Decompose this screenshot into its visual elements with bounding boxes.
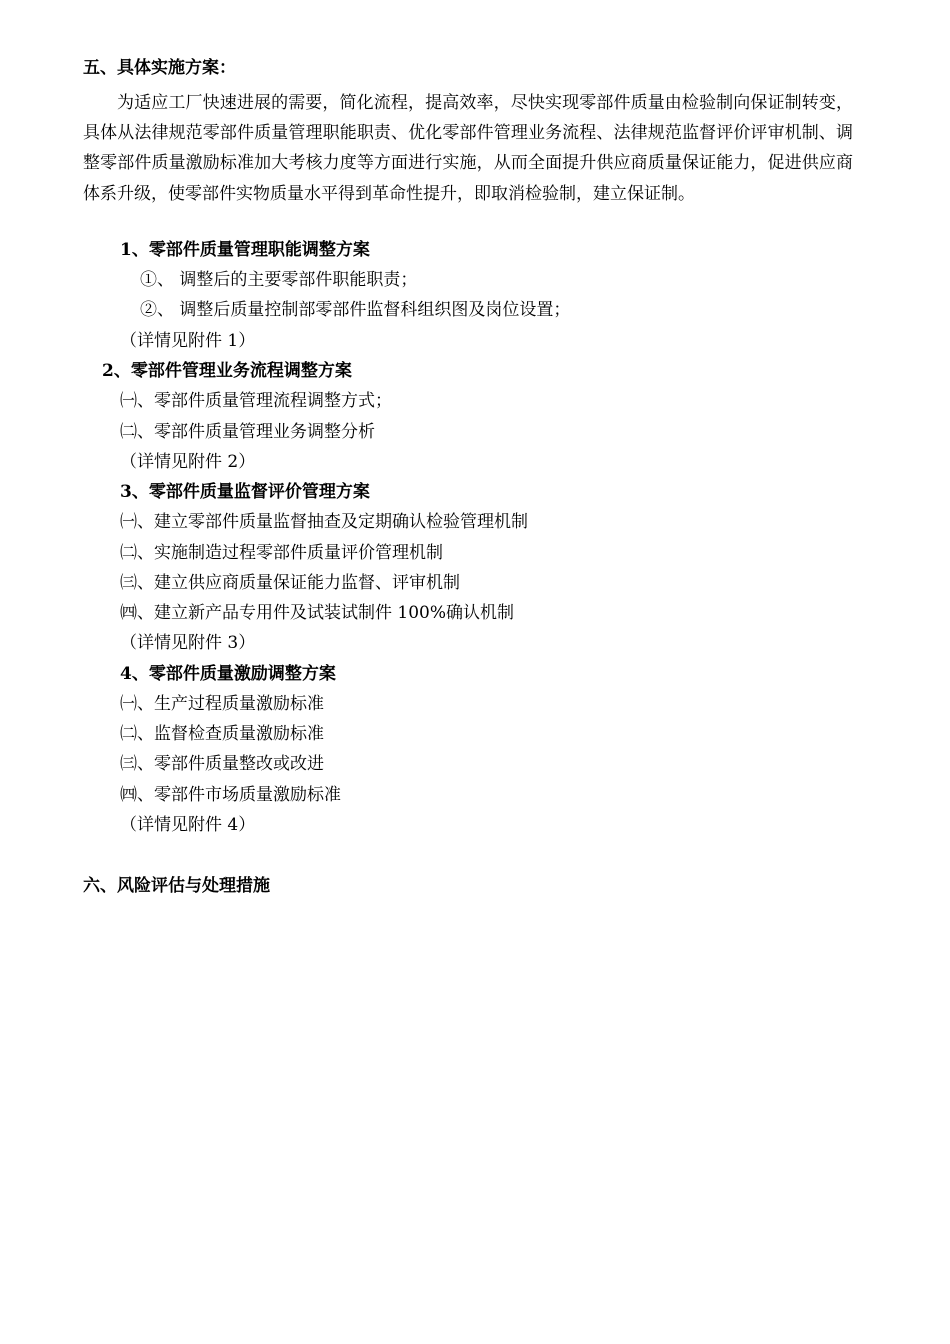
plan-2-item-1: ㈠、零部件质量管理流程调整方式；	[120, 391, 392, 411]
plan-1-item-1: ①、 调整后的主要零部件职能职责；	[140, 270, 418, 290]
plan-3-note: （详情见附件 3）	[120, 633, 256, 653]
plan-4-item-2: ㈡、监督检查质量激励标准	[120, 724, 324, 744]
plan-4-title: 4、零部件质量激励调整方案	[120, 664, 336, 684]
plan-2-item-2: ㈡、零部件质量管理业务调整分析	[120, 422, 375, 442]
plan-2-title: 2、零部件管理业务流程调整方案	[102, 361, 352, 381]
plan-4-note: （详情见附件 4）	[120, 815, 256, 835]
plan-2-note: （详情见附件 2）	[120, 452, 256, 472]
plan-4-item-1: ㈠、生产过程质量激励标准	[120, 694, 324, 714]
plan-1-title: 1、零部件质量管理职能调整方案	[120, 240, 370, 260]
section-5-heading: 五、具体实施方案：	[83, 58, 236, 78]
plan-3-item-2: ㈡、实施制造过程零部件质量评价管理机制	[120, 543, 443, 563]
plan-3-item-4: ㈣、建立新产品专用件及试装试制件 100%确认机制	[120, 603, 515, 623]
plan-1-item-2: ②、 调整后质量控制部零部件监督科组织图及岗位设置；	[140, 300, 571, 320]
plan-3-item-3: ㈢、建立供应商质量保证能力监督、评审机制	[120, 573, 460, 593]
plan-4-item-4: ㈣、零部件市场质量激励标准	[120, 785, 341, 805]
plan-3-item-1: ㈠、建立零部件质量监督抽查及定期确认检验管理机制	[120, 512, 528, 532]
plan-4-item-3: ㈢、零部件质量整改或改进	[120, 754, 324, 774]
plan-1-note: （详情见附件 1）	[120, 331, 256, 351]
plan-3-title: 3、零部件质量监督评价管理方案	[120, 482, 370, 502]
section-5-intro-paragraph: 为适应工厂快速进展的需要，简化流程，提高效率，尽快实现零部件质量由检验制向保证制转变，具体从法律规范零部件质量管理职能职责、优化零部件管理业务流程、法律规范监督评价评审机制、调整零部件质量激励标准加大考核力度等方面进行实施，从而全面提升供应商质量保证能力，促进供应商体系升级，使零部件实物质量水平得到革命性提升，即取消检验制，建立保证制。	[83, 93, 853, 204]
section-6-heading: 六、风险评估与处理措施	[83, 876, 270, 896]
